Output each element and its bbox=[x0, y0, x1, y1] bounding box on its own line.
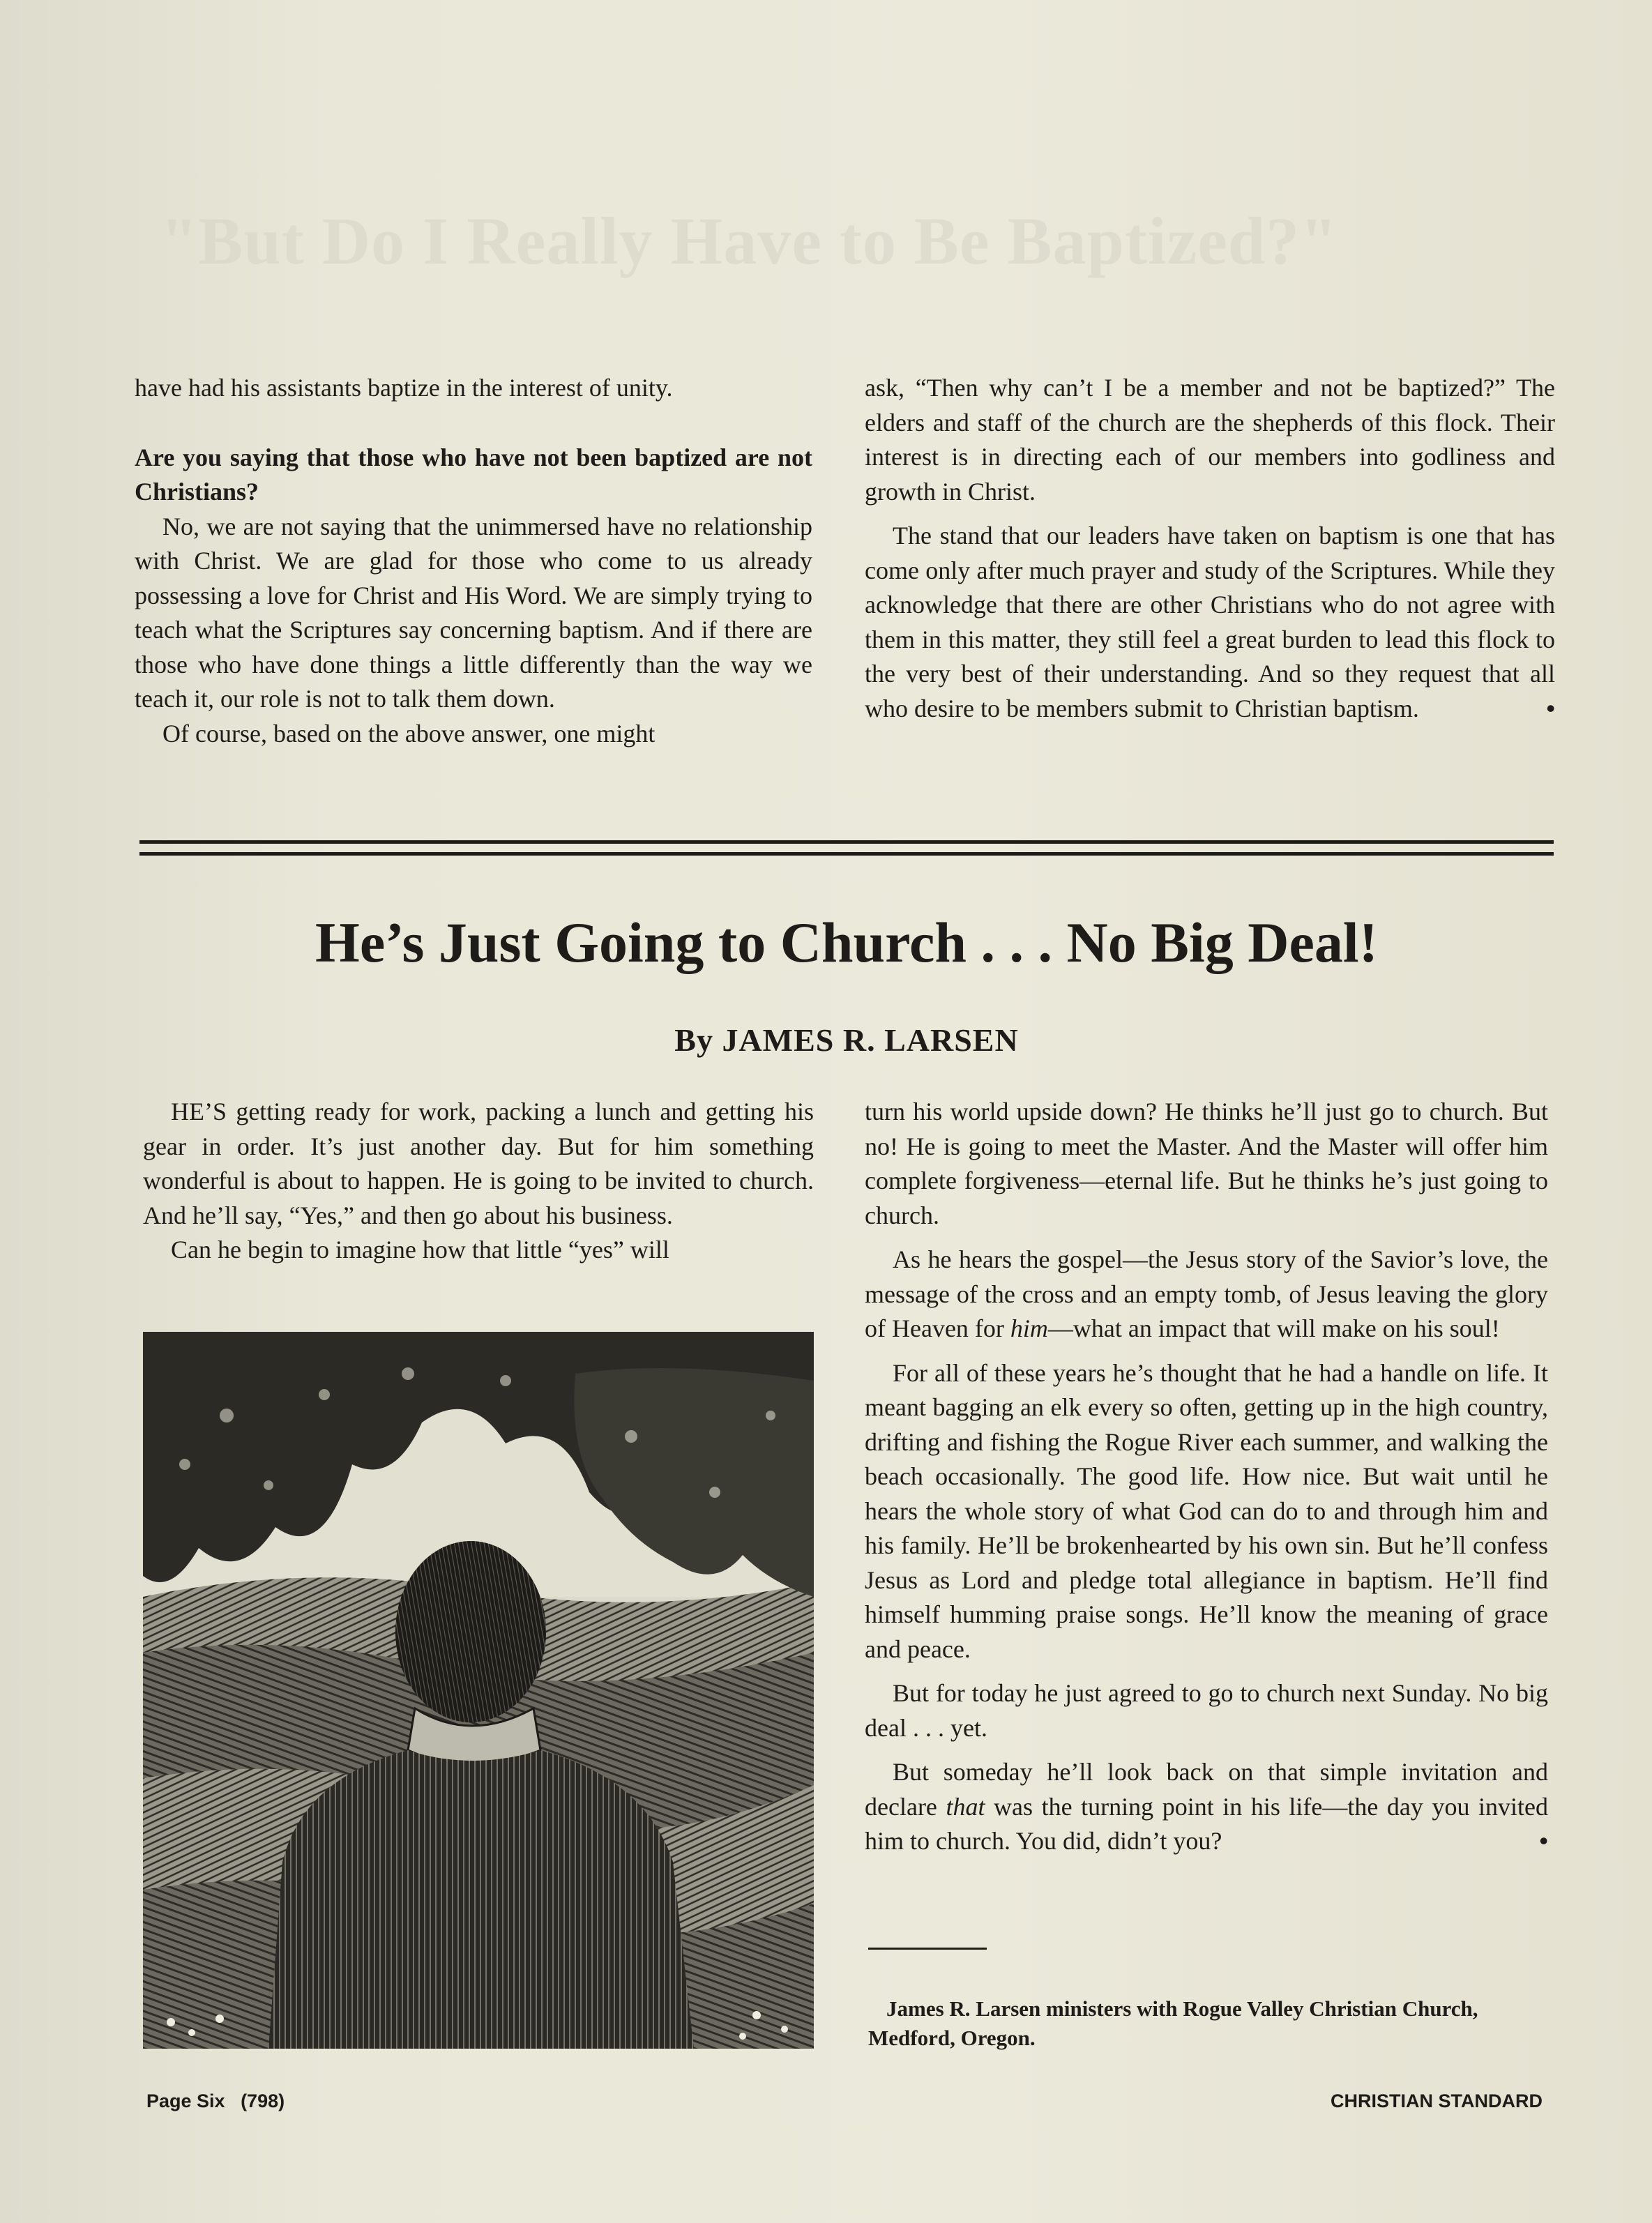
end-mark: • bbox=[1546, 694, 1555, 722]
publication-name: CHRISTIAN STANDARD bbox=[1331, 2091, 1543, 2111]
paragraph: As he hears the gospel—the Jesus story of the Savior’s love, the message of the cross and an empty tomb, of Jesus leaving the glory of Heaven for him—what an impact that will make on his soul! bbox=[865, 1245, 1548, 1342]
man-looking-at-fields-image bbox=[143, 1332, 814, 2049]
footnote-rule bbox=[868, 1948, 987, 1950]
question-heading: Are you saying that those who have not been baptized are not Christians? bbox=[135, 443, 812, 506]
paragraph: have had his assistants baptize in the interest of unity. bbox=[135, 374, 673, 402]
paragraph: No, we are not saying that the unimmersed have no relationship with Christ. We are glad for those who come to us already possessing a love for Christ and His Word. We are simply trying to teach what the Scriptures say concerning baptism. And if there are those who have done things a little differently than the way we teach it, our role is not to talk them down. bbox=[135, 512, 812, 713]
article-left-column bbox=[143, 1095, 814, 1268]
bleed-through-title: "But Do I Really Have to Be Baptized?" bbox=[160, 204, 1338, 278]
upper-left-column bbox=[135, 371, 812, 751]
paragraph: Can he begin to imagine how that little “yes” will bbox=[171, 1236, 669, 1264]
upper-right-column bbox=[865, 371, 1555, 726]
article-headline: He’s Just Going to Church . . . No Big Deal! bbox=[315, 911, 1378, 974]
paragraph: For all of these years he’s thought that he had a handle on life. It meant bagging an elk every so often, getting up in the high country, drifting and fishing the Rogue River each summer, and walking the beach occasionally. The good life. How nice. But wait until he hears the whole story of what God can do to and through him and his family. He’ll be brokenhearted by his own sin. But he’ll confess Jesus as Lord and pledge total allegiance in baptism. He’ll find himself humming praise songs. He’ll know the meaning of grace and peace. bbox=[865, 1358, 1548, 1663]
paragraph: But for today he just agreed to go to church next Sunday. No big deal . . . yet. bbox=[865, 1679, 1548, 1742]
paragraph: ask, “Then why can’t I be a member and not be baptized?” The elders and staff of the church are the shepherds of this flock. Their interest is in directing each of our members into godliness and growth in Christ. bbox=[865, 374, 1555, 506]
article-byline: By JAMES R. LARSEN bbox=[674, 1022, 1019, 1058]
paragraph: But someday he’ll look back on that simple invitation and declare that was the turning point in his life—the day you invited him to church. You did, didn’t you? • bbox=[865, 1755, 1548, 1859]
engraving-illustration bbox=[143, 1332, 814, 2049]
end-mark: • bbox=[1539, 1827, 1548, 1855]
author-footnote: James R. Larsen ministers with Rogue Valley Christian Church, Medford, Oregon. bbox=[868, 1996, 1478, 2050]
divider-rule bbox=[139, 852, 1554, 856]
paragraph: turn his world upside down? He thinks he’ll just go to church. But no! He is going to meet the Master. And the Master will offer him complete forgiveness—eternal life. But he thinks he’s just going to church. bbox=[865, 1098, 1548, 1229]
page-number: Page Six (798) bbox=[146, 2091, 285, 2111]
article-right-column bbox=[865, 1095, 1548, 1859]
paragraph: HE’S getting ready for work, packing a lunch and getting his gear in order. It’s just another day. But for him something wonderful is about to happen. He is going to be invited to church. And he’ll say, “Yes,” and then go about his business. bbox=[143, 1098, 814, 1229]
divider-rule bbox=[139, 840, 1554, 844]
paragraph: The stand that our leaders have taken on baptism is one that has come only after much prayer and study of the Scriptures. While they acknowledge that there are other Christians who do not agree with them in this matter, they still feel a great burden to lead this flock to the very best of their understanding. And so they request that all who desire to be members submit to Christian baptism. • bbox=[865, 519, 1555, 726]
paragraph: Of course, based on the above answer, one might bbox=[162, 719, 656, 748]
